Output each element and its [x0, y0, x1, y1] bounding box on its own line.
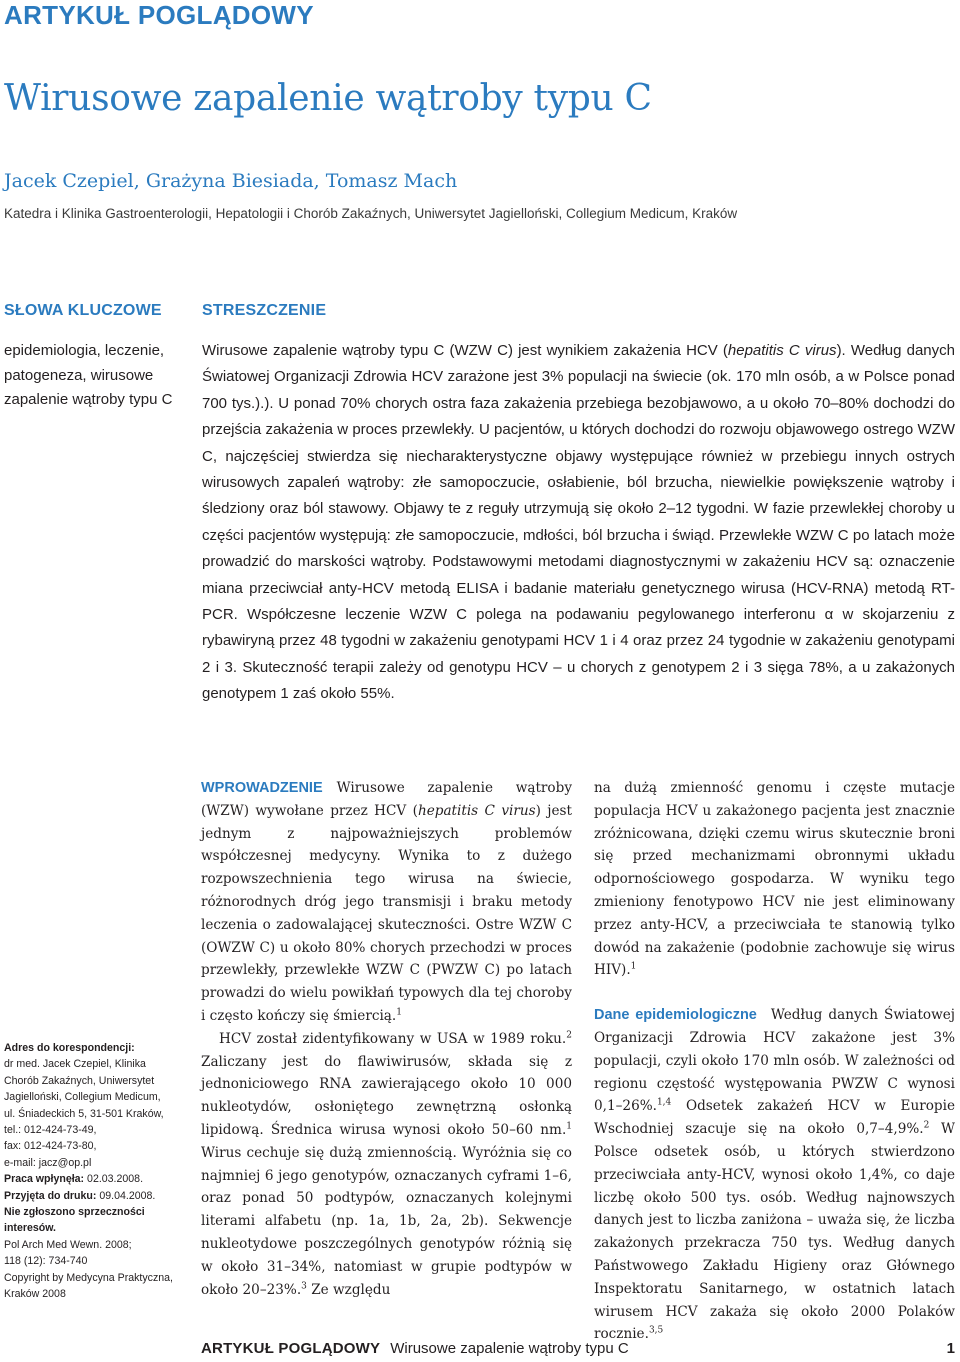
footer-section-label: ARTYKUŁ POGLĄDOWY: [201, 1340, 381, 1357]
reference-mark: 3,5: [648, 1325, 664, 1336]
reference-mark: 2: [923, 1120, 930, 1131]
intro-heading: WPROWADZENIE: [201, 780, 323, 796]
keywords-heading: SŁOWA KLUCZOWE: [4, 302, 162, 319]
received-date: 02.03.2008.: [87, 1173, 144, 1186]
citation-line2: 118 (12): 734-740: [4, 1255, 88, 1268]
abstract-text-part: Wirusowe zapalenie wątroby typu C (WZW C) jest wynikiem zakażenia HCV (: [202, 342, 728, 359]
correspondence-box: [4, 1040, 176, 1303]
abstract-text-part: ). Według danych Światowej Organizacji Zdrowia HCV zarażone jest 3% populacji na świecie (ok. 170 mln osób, a w Polsce ponad 700 tys.).). U ponad 70% chorych ostra faza zakażenia przebiega bezobjawowo, a u około 70–80% dochodzi do przejścia zakażenia w proces przewlekły. U pacjentów, u których dochodzi do rozwoju objawowego ostrego WZW C, najczęściej stwierdza się niecharakterystyczne objawy występujące również w przebiegu innych ostrych wirusowych zapaleń wątroby: złe samopoczucie, osłabienie, ból brzucha, niewielkie powiększenie wątroby i śledziony oraz ból stawowy. Objawy te z reguły utrzymują się około 2–12 tygodni. W fazie przewlekłej choroby u części pacjentów występują: złe samopoczucie, mdłości, ból brzucha i świąd. Przewlekłe WZW C po latach może prowadzić do marskości wątroby. Podstawowymi metodami diagnostycznymi w zakażeniu HCV są: oznaczenie miana przeciwciał anty-HCV metodą ELISA i badanie materiału genetycznego wirusa (HCV-RNA) metodą RT-PCR. Współczesne leczenie WZW C polega na podawaniu pegylowanego interferonu α w skojarzeniu z rybawiryną przez 48 tygodni w zakażeniu genotypami HCV 1 i 4 oraz przez 24 tygodnie w zakażeniu genotypami 2 i 3. Skuteczność terapii zależy od genotypu HCV – u chorych z genotypem 2 i 3 sięga 78%, a u zakażonych genotypem 1 zaś około 55%.: [202, 342, 955, 703]
epidemiology-heading: Dane epidemiologiczne: [594, 1007, 757, 1024]
text-run: ) jest jednym z najpoważniejszych problemów współczesnej medycyny. Wynika to z dużego rozpowszechnienia tego wirusa na świecie, różnorodnych dróg jego transmisji i braku metody leczenia o zadowalającej skuteczności. Ostre WZW C (OWZW C) u około 80% chorych przechodzi w proces przewlekły, przewlekłe WZW C (PWZW C) po latach prowadzi do wielu powikłań typowych dla tej choroby i często kończy się śmiercią.: [201, 802, 572, 1024]
body-column-1: [201, 777, 572, 1301]
section-label: ARTYKUŁ POGLĄDOWY: [4, 0, 314, 30]
correspondence-address: dr med. Jacek Czepiel, Klinika Chorób Zakaźnych, Uniwersytet Jagielloński, Collegium Medicum,: [4, 1058, 161, 1104]
received-label: Praca wpłynęła:: [4, 1173, 85, 1186]
conflict-statement: Nie zgłoszono sprzeczności interesów.: [4, 1206, 145, 1235]
abstract-heading: STRESZCZENIE: [202, 302, 327, 319]
virus-paragraph-continued: [594, 777, 955, 982]
correspondence-email: e-mail: jacz@op.pl: [4, 1156, 92, 1169]
reference-mark: 1: [396, 1007, 402, 1018]
reference-mark: 1,4: [656, 1097, 672, 1108]
text-run: Wirusowe zapalenie wątroby (WZW) wywołane przez HCV (: [201, 780, 572, 819]
text-run: HCV został zidentyfikowany w USA w 1989 roku.: [219, 1030, 567, 1047]
keywords-text: epidemiologia, leczenie, patogeneza, wirusowe zapalenie wątroby typu C: [4, 342, 173, 408]
correspondence-street: ul. Śniadeckich 5, 31-501 Kraków,: [4, 1107, 164, 1120]
text-run: Wirus cechuje się dużą zmiennością. Wyróżnia się co najmniej 6 jego genotypów, oznaczanych cyframi 1–6, oraz ponad 50 podtypów, oznaczanych kolejnymi literami alfabetu (np. 1a, 1b, 2a, 2b). Sekwencje nukleotydowe poszczególnych genotypów różnią się w około 31–34%, natomiast w grupie podtypów w około 20–23%.: [201, 1144, 572, 1298]
accepted-date: 09.04.2008.: [99, 1189, 156, 1202]
correspondence-fax: fax: 012-424-73-80,: [4, 1140, 97, 1153]
abstract-text-italic: hepatitis C virus: [727, 342, 837, 359]
footer-title: Wirusowe zapalenie wątroby typu C: [390, 1340, 629, 1357]
authors: Jacek Czepiel, Grażyna Biesiada, Tomasz Mach: [4, 170, 458, 192]
text-run: na dużą zmienność genomu i częste mutacje populacja HCV u zakażonego pacjenta jest znacznie zróżnicowana, dzięki czemu wirus skutecznie broni się przed mechanizmami obronnymi układu odpornościowego gospodarza. W wyniku tego zmieniony fenotypowo HCV nie jest eliminowany przez anty-HCV, a przeciwciała te stanowią tylko dowód na zakażenie (podobnie zachowuje się wirus HIV).: [594, 780, 955, 979]
reference-mark: 3: [301, 1281, 307, 1291]
intro-paragraph: [201, 777, 572, 1028]
reference-mark: 1: [630, 961, 637, 972]
body-column-2: [594, 777, 955, 1346]
text-run: W Polsce odsetek osób, u których stwierdzono przeciwciała anty-HCV, wynosi około 1,4%, co daje liczbę około 500 tys. osób. Według najnowszych danych jest to liczba zaniżona – uważa się, że liczba zakażonych przekracza 750 tys. Według danych Państwowego Zakładu Higieny oraz Głównego Inspektoratu Sanitarnego, w ostatnich latach wirusem HCV zakaża się około 2000 Polaków rocznie.: [594, 1121, 955, 1343]
page-footer: [201, 1340, 955, 1357]
accepted-label: Przyjęta do druku:: [4, 1189, 97, 1202]
abstract-text: [202, 338, 955, 708]
virus-paragraph: [201, 1028, 572, 1302]
article-title: Wirusowe zapalenie wątroby typu C: [4, 78, 652, 119]
accepted-date-line: [4, 1188, 176, 1204]
text-run: Według danych Światowej Organizacji Zdrowia HCV zakażone jest 3% populacji, czyli około 170 mln osób. W zależności od regionu częstość występowania PWZW C wynosi 0,1–26%.: [594, 1007, 955, 1115]
reference-mark: 2: [566, 1030, 572, 1041]
correspondence-label: Adres do korespondencji:: [4, 1042, 135, 1054]
text-run: Ze względu: [306, 1281, 391, 1298]
affiliation: Katedra i Klinika Gastroenterologii, Hepatologii i Chorób Zakaźnych, Uniwersytet Jagielloński, Collegium Medicum, Kraków: [4, 206, 738, 221]
received-date-line: [4, 1171, 176, 1187]
reference-mark: 1: [566, 1121, 572, 1132]
citation-line1: Pol Arch Med Wewn. 2008;: [4, 1238, 132, 1251]
page-number: 1: [946, 1340, 955, 1357]
correspondence-phone: tel.: 012-424-73-49,: [4, 1124, 97, 1137]
text-run: Zaliczany jest do flawiwirusów, składa się z jednoniciowego RNA zawierającego około 10 000 nukleotydów, osłoniętego zewnętrzną osłonką lipidową. Średnica wirusa wynosi około 50–60 nm.: [201, 1053, 572, 1138]
text-run: Odsetek zakażeń HCV w Europie Wschodniej szacuje się na około 0,7–4,9%.: [594, 1098, 955, 1138]
copyright: Copyright by Medycyna Praktyczna, Kraków 2008: [4, 1271, 173, 1301]
text-italic: hepatitis C virus: [417, 802, 536, 819]
epidemiology-paragraph: [594, 1004, 955, 1346]
